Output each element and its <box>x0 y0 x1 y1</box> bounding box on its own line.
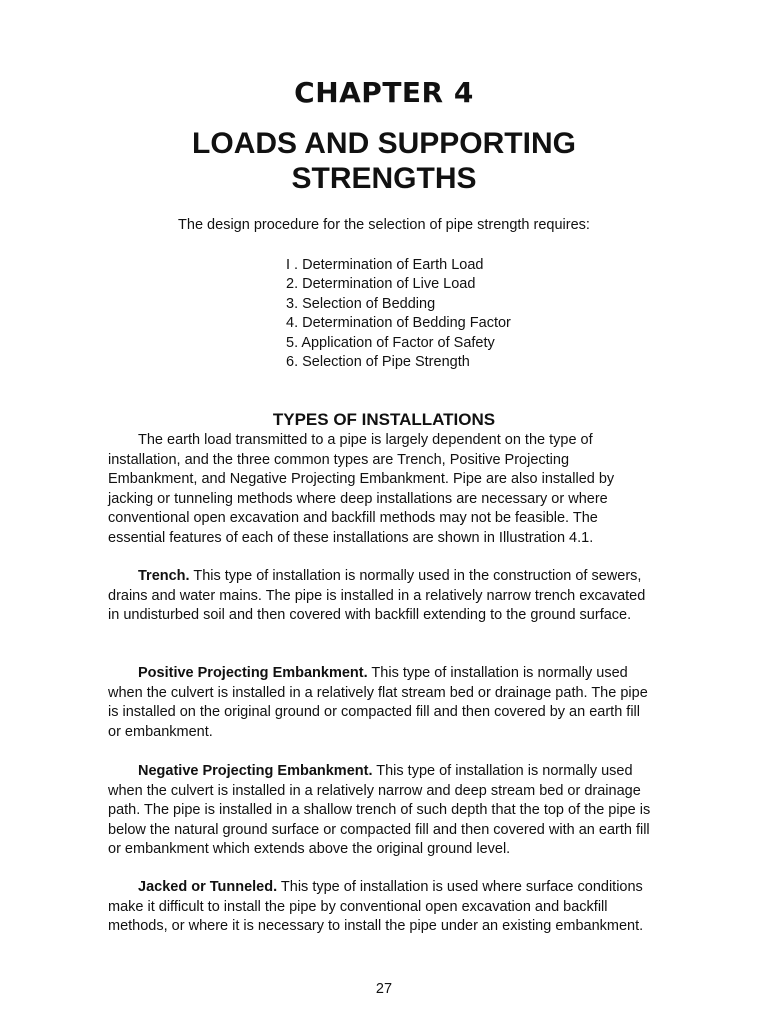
paragraph-text: This type of installation is normally used in the construction of sewers, drains and water mains. The pipe is installed in a relatively narrow trench excavated in undisturbed soil and then covered with backfill extending to the ground surface. <box>108 568 646 623</box>
paragraph-term: Negative Projecting Embankment. <box>138 763 373 779</box>
section-heading: TYPES OF INSTALLATIONS <box>272 410 496 429</box>
paragraph-jacked-tunneled <box>108 878 656 937</box>
paragraph-term: Jacked or Tunneled. <box>138 879 278 895</box>
page-number: 27 <box>375 981 393 997</box>
paragraph-term: Trench. <box>138 568 190 584</box>
paragraph-text: The earth load transmitted to a pipe is largely dependent on the type of installation, and the three common types are Trench, Positive Projecting Embankment, and Negative Projecting Embankment. Pipe are also installed by jacking or tunneling methods where deep installations are necessary or where conventional open excavation and backfill methods may not be feasible. The essential features of each of these installations are shown in Illustration 4.1. <box>108 432 615 546</box>
intro-text: The design procedure for the selection of pipe strength requires: <box>178 217 590 233</box>
procedure-step: I . Determination of Earth Load <box>286 257 484 273</box>
chapter-title-line-2: STRENGTHS <box>291 162 477 195</box>
chapter-title <box>0 126 768 196</box>
chapter-title-line-1: LOADS AND SUPPORTING <box>192 127 576 160</box>
procedure-steps-list <box>286 256 511 372</box>
paragraph-positive-projecting <box>108 664 656 742</box>
paragraph-negative-projecting <box>108 762 656 860</box>
procedure-step: 6. Selection of Pipe Strength <box>286 354 470 371</box>
paragraph-text: This type of installation is normally used when the culvert is installed in a relatively narrow and deep stream bed or drainage path. The pipe is installed in a shallow trench of such depth that the top of the pipe is below the natural ground surface or compacted fill and then covered with an earth fill or embankment which extends above the original ground level. <box>108 763 651 857</box>
procedure-step: 3. Selection of Bedding <box>286 295 436 312</box>
procedure-step: 4. Determination of Bedding Factor <box>286 315 511 332</box>
chapter-label: CHAPTER 4 <box>294 76 474 109</box>
procedure-step: 2. Determination of Live Load <box>286 276 476 293</box>
paragraph-term: Positive Projecting Embankment. <box>138 665 368 681</box>
paragraph-trench <box>108 567 656 626</box>
paragraph-text: This type of installation is normally used when the culvert is installed in a relatively flat stream bed or drainage path. The pipe is installed on the original ground or compacted fill and then covered by an earth fill or embankment. <box>108 665 648 740</box>
procedure-step: 5. Application of Factor of Safety <box>286 334 495 351</box>
paragraph-installation-overview <box>108 431 656 548</box>
paragraph-text: This type of installation is used where surface conditions make it difficult to install the pipe by conventional open excavation and backfill methods, or where it is necessary to install the pipe under an existing embankment. <box>108 879 644 934</box>
